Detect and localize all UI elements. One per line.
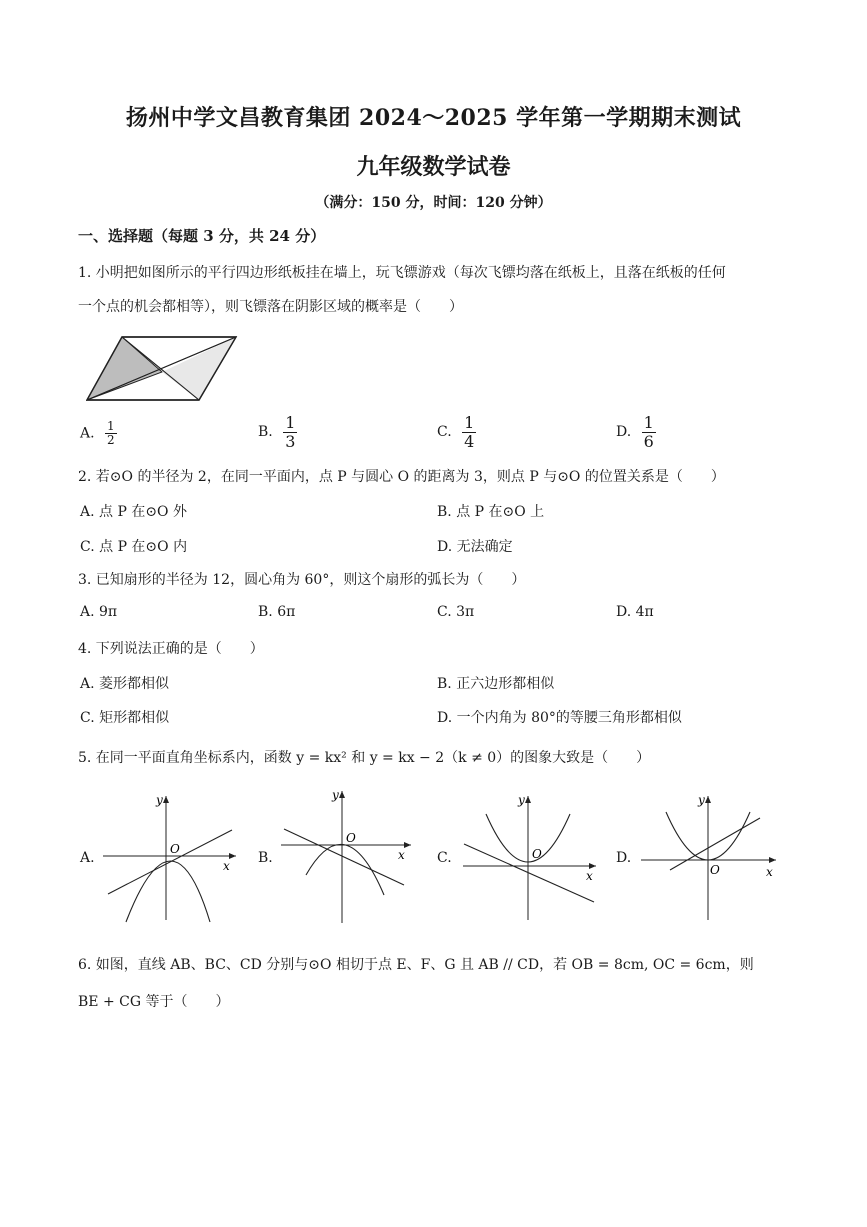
q1-option-a[interactable]: A. $\frac{1}{2}$ (80, 419, 115, 448)
y-axis-label: y (518, 793, 525, 807)
q5-graph-a[interactable] (98, 790, 240, 925)
q2-option-b[interactable]: B. 点 P 在⊙O 上 (437, 504, 545, 520)
q2-option-a[interactable]: A. 点 P 在⊙O 外 (80, 504, 187, 520)
q3-stem: 3. 已知扇形的半径为 12，圆心角为 60°，则这个扇形的弧长为（ ） (78, 572, 526, 588)
y-axis-label: y (698, 793, 705, 807)
section-heading: 一、选择题（每题 3 分，共 24 分） (78, 227, 326, 245)
q4-option-d[interactable]: D. 一个内角为 80°的等腰三角形都相似 (437, 710, 682, 726)
q6-line2: BE + CG 等于（ ） (78, 994, 230, 1010)
q1-parallelogram-figure (86, 334, 238, 404)
q4-option-a[interactable]: A. 菱形都相似 (80, 676, 170, 692)
q5-option-b-label[interactable]: B. (258, 850, 273, 866)
q5-stem: 5. 在同一平面直角坐标系内，函数 y = kx² 和 y = kx − 2（k ≠ 0）的图象大致是（ ） (78, 750, 651, 766)
q3-option-a[interactable]: A. 9π (80, 604, 118, 620)
q4-option-c[interactable]: C. 矩形都相似 (80, 710, 170, 726)
q5-option-c-label[interactable]: C. (437, 850, 452, 866)
q1-option-c[interactable]: C. $\frac{1}{4}$ (437, 413, 475, 451)
q2-option-c[interactable]: C. 点 P 在⊙O 内 (80, 539, 188, 555)
x-axis-label: x (398, 848, 405, 862)
q3-option-d[interactable]: D. 4π (616, 604, 654, 620)
y-axis-label: y (332, 788, 339, 802)
q1-line1: 1. 小明把如图所示的平行四边形纸板挂在墙上，玩飞镖游戏（每次飞镖均落在纸板上，且落在纸板的任何 (78, 265, 726, 281)
q5-graph-c[interactable] (458, 790, 603, 925)
q3-option-c[interactable]: C. 3π (437, 604, 475, 620)
exam-info: （满分：150 分，时间：120 分钟） (315, 195, 552, 211)
x-axis-label: x (766, 865, 773, 879)
x-axis-label: x (223, 859, 230, 873)
q1-option-b[interactable]: B. $\frac{1}{3}$ (258, 413, 296, 451)
q5-graph-d[interactable] (636, 790, 781, 925)
q5-option-d-label[interactable]: D. (616, 850, 632, 866)
q5-graph-b[interactable] (276, 785, 418, 925)
origin-label: O (532, 847, 542, 861)
q3-option-b[interactable]: B. 6π (258, 604, 296, 620)
q1-line2: 一个点的机会都相等），则飞镖落在阴影区域的概率是（ ） (78, 299, 463, 315)
q1-option-d[interactable]: D. $\frac{1}{6}$ (616, 413, 654, 451)
q4-stem: 4. 下列说法正确的是（ ） (78, 641, 264, 657)
origin-label: O (710, 863, 720, 877)
q2-option-d[interactable]: D. 无法确定 (437, 539, 513, 555)
y-axis-label: y (156, 793, 163, 807)
origin-label: O (346, 831, 356, 845)
q2-stem: 2. 若⊙O 的半径为 2，在同一平面内，点 P 与圆心 O 的距离为 3，则点 P 与⊙O 的位置关系是（ ） (78, 469, 725, 485)
origin-label: O (170, 842, 180, 856)
q5-option-a-label[interactable]: A. (80, 850, 95, 866)
q4-option-b[interactable]: B. 正六边形都相似 (437, 676, 555, 692)
q6-line1: 6. 如图，直线 AB、BC、CD 分别与⊙O 相切于点 E、F、G 且 AB // CD，若 OB = 8cm, OC = 6cm，则 (78, 957, 754, 973)
x-axis-label: x (586, 869, 593, 883)
exam-subtitle: 九年级数学试卷 (356, 154, 511, 180)
exam-title: 扬州中学文昌教育集团 2024～2025 学年第一学期期末测试 (125, 105, 742, 131)
